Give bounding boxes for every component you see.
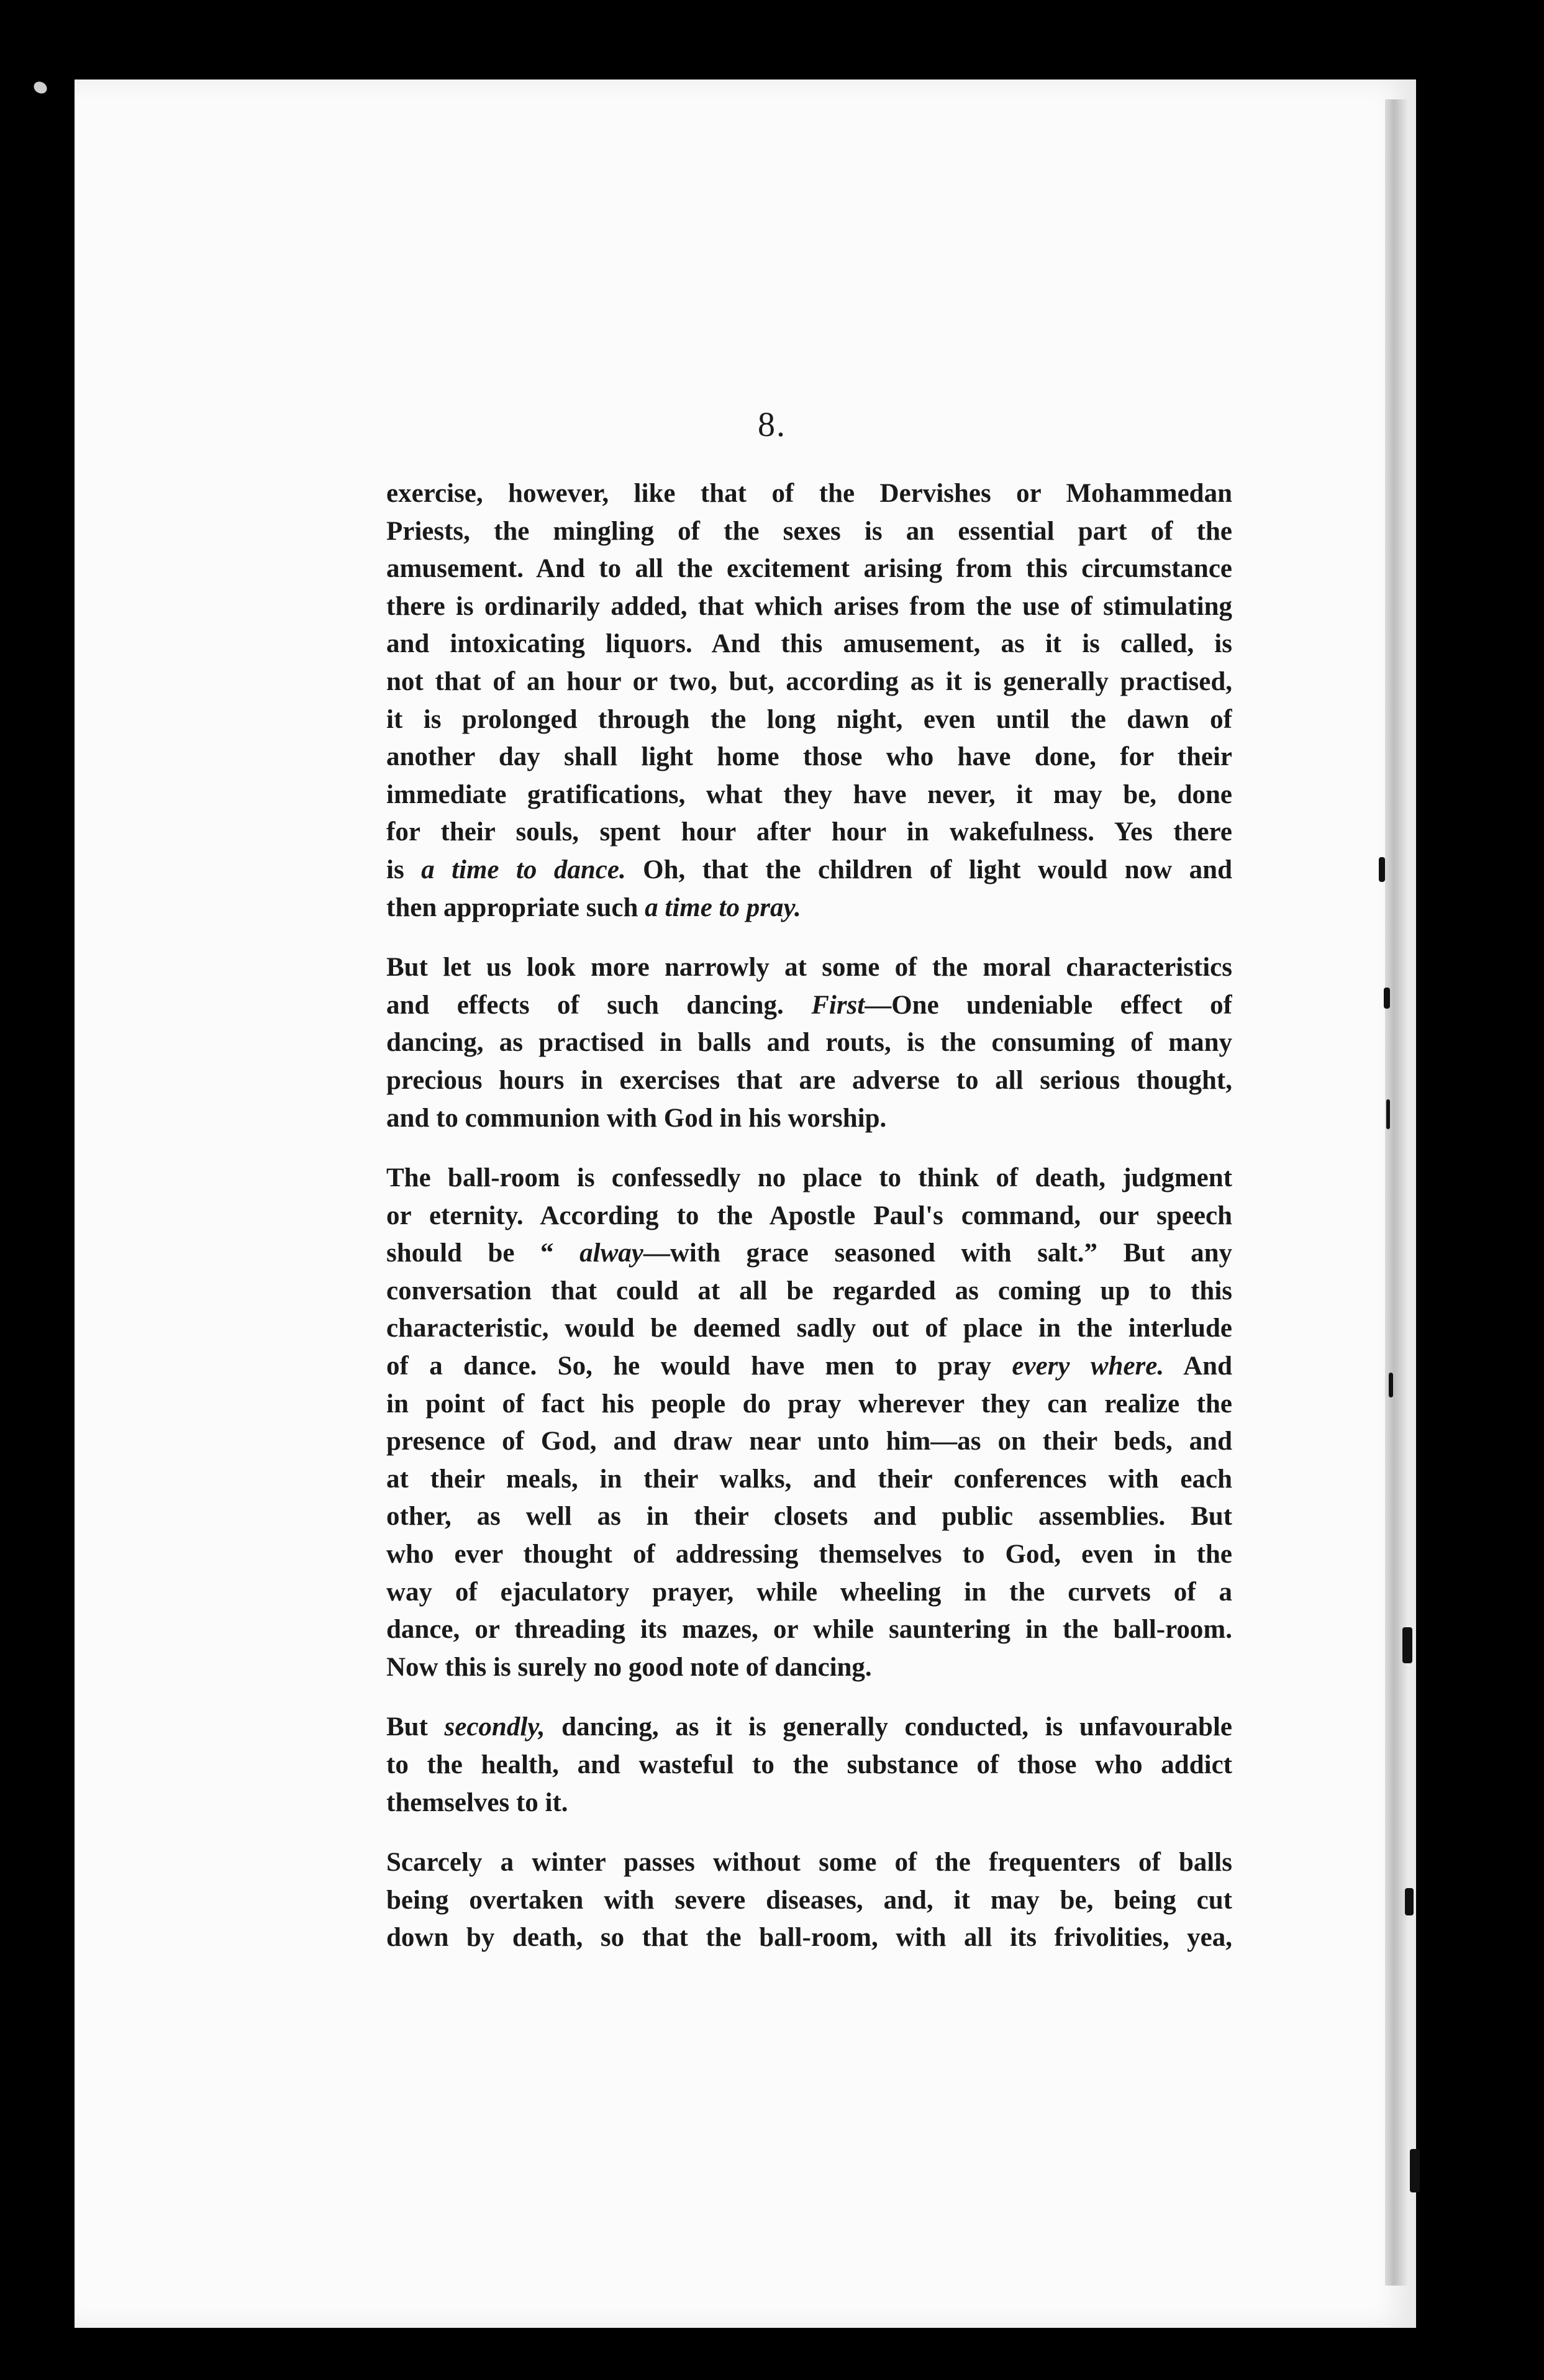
text-line: But secondly, dancing, as it is generally conducted, is unfavourable bbox=[386, 1712, 1232, 1742]
text-line: another day shall light home those who have done, for their bbox=[386, 742, 1232, 772]
text-line: it is prolonged through the long night, even until the dawn of bbox=[386, 704, 1232, 734]
binding-mark bbox=[1402, 1627, 1412, 1663]
body-text bbox=[386, 475, 1232, 1957]
paragraph bbox=[386, 1160, 1232, 1686]
binding-mark bbox=[1410, 2149, 1420, 2192]
text-line: exercise, however, like that of the Dervishes or Mohammedan bbox=[386, 479, 1232, 508]
text-line: being overtaken with severe diseases, and, it may be, being cut bbox=[386, 1885, 1232, 1915]
text-line: other, as well as in their closets and public assemblies. But bbox=[386, 1502, 1232, 1532]
text-line: then appropriate such a time to pray. bbox=[386, 892, 801, 922]
text-line: amusement. And to all the excitement arising from this circumstance bbox=[386, 554, 1232, 584]
text-line: should be “ alway—with grace seasoned with salt.” But any bbox=[386, 1238, 1232, 1268]
text-line: who ever thought of addressing themselves to God, even in the bbox=[386, 1540, 1232, 1569]
text-line: Scarcely a winter passes without some of the frequenters of balls bbox=[386, 1848, 1232, 1878]
binding-mark bbox=[1379, 857, 1385, 882]
text-line: and intoxicating liquors. And this amusement, as it is called, is bbox=[386, 629, 1232, 659]
text-line: not that of an hour or two, but, according as it is generally practised, bbox=[386, 666, 1232, 696]
text-line: The ball-room is confessedly no place to think of death, judgment bbox=[386, 1163, 1232, 1193]
text-line: presence of God, and draw near unto him—as on their beds, and bbox=[386, 1427, 1232, 1456]
text-line: dance, or threading its mazes, or while sauntering in the ball-room. bbox=[386, 1615, 1232, 1645]
text-line: conversation that could at all be regarded as coming up to this bbox=[386, 1276, 1232, 1306]
binding-mark bbox=[1386, 1099, 1390, 1129]
text-line: is a time to dance. Oh, that the children of light would now and bbox=[386, 855, 1232, 884]
text-line: of a dance. So, he would have men to pray every where. And bbox=[386, 1351, 1232, 1381]
text-line: and effects of such dancing. First—One undeniable effect of bbox=[386, 990, 1232, 1020]
text-line: down by death, so that the ball-room, with all its frivolities, yea, bbox=[386, 1923, 1232, 1953]
page-number: 8. bbox=[758, 406, 786, 444]
text-line: for their souls, spent hour after hour in wakefulness. Yes there bbox=[386, 817, 1232, 847]
text-line: at their meals, in their walks, and their conferences with each bbox=[386, 1464, 1232, 1494]
text-line: or eternity. According to the Apostle Paul's command, our speech bbox=[386, 1201, 1232, 1230]
text-line: characteristic, would be deemed sadly out of place in the interlude bbox=[386, 1314, 1232, 1343]
paragraph bbox=[386, 1844, 1232, 1957]
text-line: Now this is surely no good note of dancing. bbox=[386, 1652, 872, 1682]
paragraph bbox=[386, 475, 1232, 927]
text-line: immediate gratifications, what they have never, it may be, done bbox=[386, 779, 1232, 809]
binding-mark bbox=[1384, 988, 1390, 1009]
text-line: to the health, and wasteful to the substance of those who addict bbox=[386, 1750, 1232, 1779]
text-line: in point of fact his people do pray wherever they can realize the bbox=[386, 1389, 1232, 1419]
binding-mark bbox=[1405, 1888, 1414, 1915]
text-line: Priests, the mingling of the sexes is an essential part of the bbox=[386, 516, 1232, 546]
text-line: way of ejaculatory prayer, while wheeling in the curvets of a bbox=[386, 1577, 1232, 1607]
text-line: But let us look more narrowly at some of the moral characteristics bbox=[386, 953, 1232, 983]
text-line: and to communion with God in his worship. bbox=[386, 1103, 887, 1133]
binding-mark bbox=[1389, 1373, 1393, 1397]
paragraph bbox=[386, 949, 1232, 1137]
text-line: precious hours in exercises that are adverse to all serious thought, bbox=[386, 1065, 1232, 1095]
paragraph bbox=[386, 1709, 1232, 1822]
text-line: themselves to it. bbox=[386, 1787, 568, 1817]
text-line: dancing, as practised in balls and routs, is the consuming of many bbox=[386, 1028, 1232, 1058]
text-line: there is ordinarily added, that which arises from the use of stimulating bbox=[386, 591, 1232, 621]
